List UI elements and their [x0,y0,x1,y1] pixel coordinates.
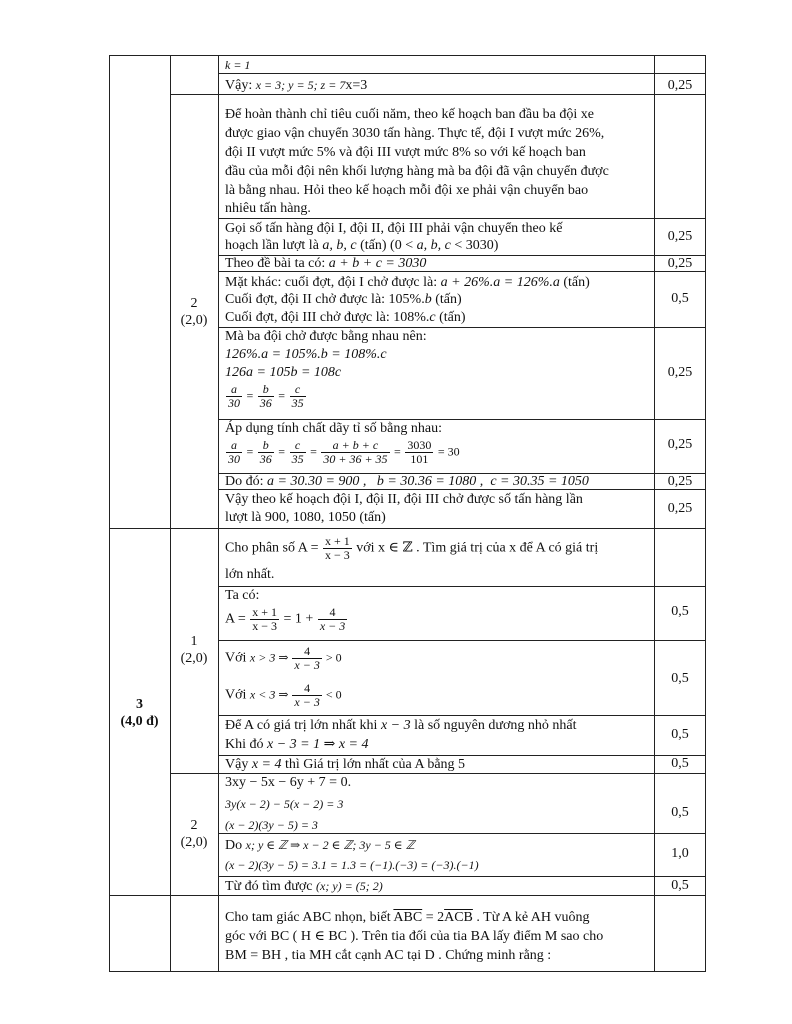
solution-line: Từ đó tìm được (x; y) = (5; 2) [225,879,383,894]
factorization-step: (x − 2)(3y − 5) = 3 [225,818,318,832]
row-divider [218,833,706,834]
transport-line: Mặt khác: cuối đợt, đội I chở được là: a + 26%.a = 126%.a (tấn) [225,275,590,290]
max-condition: Khi đó x − 3 = 1 ⇒ x = 4 [225,737,369,752]
ratio-property-equation: $\frac{a}{30}$ = $\frac{b}{36}$ = $\frac{c}{35}$ = $\frac{a + b + c}{30 + 36 + 35}$ = $\frac{3030}{101}$ = 30 [228,438,460,466]
statement-line: Để hoàn thành chỉ tiêu cuối năm, theo kế hoạch ban đầu ba đội xe [225,107,594,122]
score-value: 0,25 [667,365,693,380]
score-value: 0,25 [667,78,693,93]
max-conclusion: Vậy x = 4 thì Giá trị lớn nhất của A bằng 5 [225,757,466,772]
score-value: 0,25 [667,501,693,516]
triangle-problem-statement: góc với BC ( H ∈ BC ). Trên tia đối của tia BA lấy điểm M sao cho [225,929,604,944]
plan-conclusion: Vậy theo kế hoạch đội I, đội II, đội III chở được số tấn hàng lần [225,492,583,507]
row-divider [170,773,706,774]
row-divider [218,715,706,716]
statement-line: nhiêu tấn hàng. [225,201,311,216]
variables-definition: hoạch lần lượt là a, b, c (tấn) (0 < a, b, c < 3030) [225,238,499,253]
score-value: 0,5 [671,604,689,619]
row-divider [218,586,706,587]
section-number: 3 (4,0 đ) [120,697,159,729]
ratio-equation: $\frac{a}{30}$ = $\frac{b}{36}$ = $\frac{c}{35}$ [228,382,304,410]
fraction-decomposition: A = $\frac{x + 1}{x - 3}$ = 1 + $\frac{4}{x - 3}$ [225,605,346,633]
statement-line: đội II vượt mức 5% và đội III vượt mức 8% so với kế hoạch ban [225,145,586,160]
integer-factor-pairs: (x − 2)(3y − 5) = 3.1 = 1.3 = (−1).(−3) = (−3).(−1) [225,858,479,872]
transport-line: Cuối đợt, đội III chở được là: 108%.c (tấn) [225,310,466,325]
score-value: 0,25 [667,229,693,244]
transport-line: Cuối đợt, đội II chở được là: 105%.b (tấn) [225,292,462,307]
conclusion-xyz: Vậy: x = 3; y = 5; z = 7x=3 [225,78,368,93]
k-value-line: k = 1 [225,58,251,72]
score-value: 0,5 [671,756,689,771]
statement-line: là bằng nhau. Hỏi theo kế hoạch mỗi đội xe phải vận chuyển bao [225,183,589,198]
row-divider [218,419,706,420]
problem-3-2-equation: 3xy − 5x − 6y + 7 = 0. [225,775,352,790]
answer-table [109,55,706,972]
row-divider [218,640,706,641]
row-divider [109,895,706,896]
question-number: 2 (2,0) [180,818,208,850]
score-value: 1,0 [671,846,689,861]
derivation-intro: Ta có: [225,588,260,603]
score-value: 0,5 [671,291,689,306]
statement-line: được giao vận chuyển 3030 tấn hàng. Thực tế, đội I vượt mức 26%, [225,126,605,141]
score-value: 0,5 [671,671,689,686]
row-divider [109,971,706,972]
integer-condition: Do x; y ∈ ℤ ⇒ x − 2 ∈ ℤ; 3y − 5 ∈ ℤ [225,838,415,853]
case-greater: Với x > 3 ⇒ $\frac{4}{x - 3}$ > 0 [225,644,342,672]
plan-conclusion: lượt là 900, 1080, 1050 (tấn) [225,510,386,525]
equality-intro: Mà ba đội chở được bằng nhau nên: [225,329,427,344]
table-border-left [109,55,110,972]
row-divider [218,218,706,219]
score-value: 0,5 [671,805,689,820]
triangle-problem-statement: BM = BH , tia MH cắt cạnh AC tại D . Chứng minh rằng : [225,948,552,963]
row-divider [109,528,706,529]
factorization-step: 3y(x − 2) − 5(x − 2) = 3 [225,797,344,811]
question-number: 2 (2,0) [180,296,208,328]
question-number: 1 (2,0) [180,634,208,666]
score-value: 0,25 [667,256,693,271]
row-divider [218,73,706,74]
case-less: Với x < 3 ⇒ $\frac{4}{x - 3}$ < 0 [225,681,342,709]
ratio-property-intro: Áp dụng tính chất dãy tỉ số bằng nhau: [225,421,442,436]
triangle-problem-statement: Cho tam giác ABC nhọn, biết $\overline{ABC} = 2\overline{ACB}$ . Từ A kẻ AH vuông [225,910,590,925]
max-condition: Để A có giá trị lớn nhất khi x − 3 là số nguyên dương nhỏ nhất [225,718,577,733]
equality-integer: 126a = 105b = 108c [225,365,342,380]
row-divider [218,876,706,877]
variables-definition: Gọi số tấn hàng đội I, đội II, đội III phải vận chuyển theo kế [225,221,563,236]
score-value: 0,25 [667,474,693,489]
sum-equation: Theo đề bài ta có: a + b + c = 3030 [225,256,427,271]
problem-3-1-statement: lớn nhất. [225,567,275,582]
equality-percent: 126%.a = 105%.b = 108%.c [225,347,387,362]
row-divider [170,94,706,95]
values-result: Do đó: a = 30.30 = 900 , b = 30.36 = 1080 , c = 30.35 = 1050 [225,474,589,489]
row-divider [218,755,706,756]
score-value: 0,5 [671,727,689,742]
score-value: 0,5 [671,878,689,893]
row-divider [109,55,706,56]
column-divider-question [218,55,219,972]
problem-3-1-statement: Cho phân số A = $\frac{x + 1}{x - 3}$ với x ∈ ℤ . Tìm giá trị của x để A có giá trị [225,534,599,562]
row-divider [218,327,706,328]
statement-line: đầu của mỗi đội nên khối lượng hàng mà ba đội đã vận chuyển được [225,164,609,179]
score-value: 0,25 [667,437,693,452]
